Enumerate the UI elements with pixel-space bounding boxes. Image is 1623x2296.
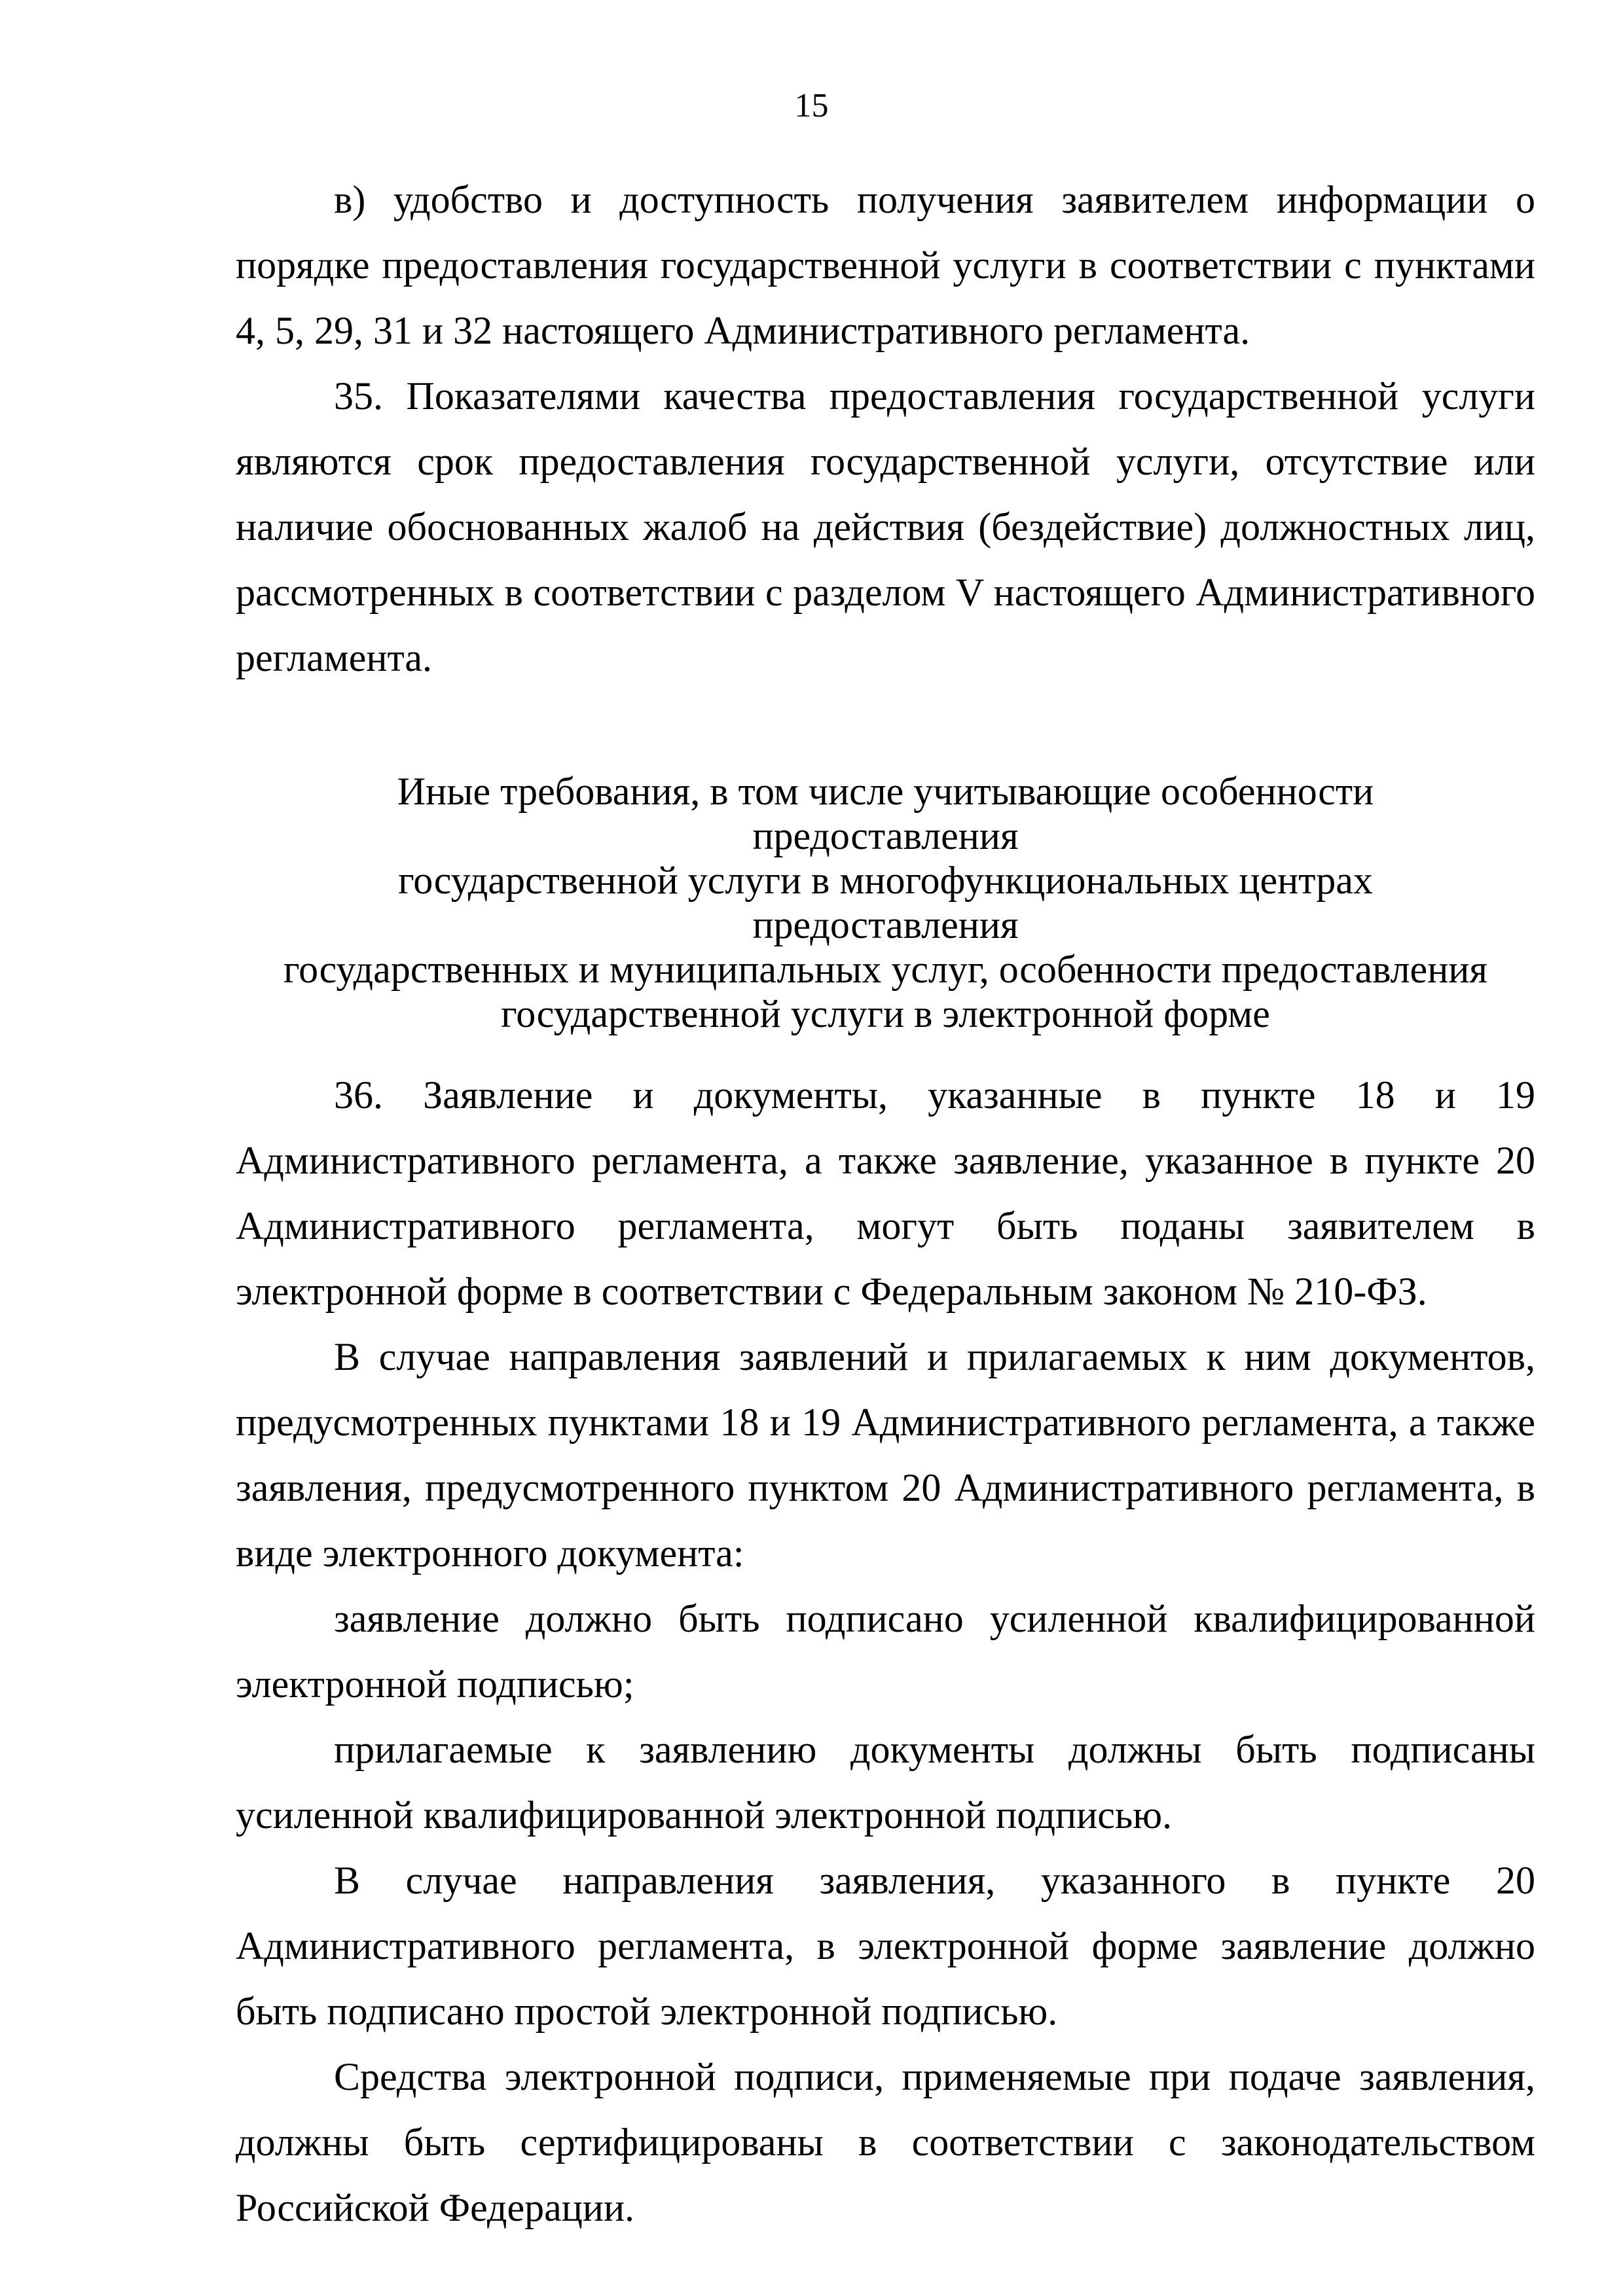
paragraph-35: 35. Показателями качества предоставления государственной услуги являются срок предоставления государственной услуги, отсутствие или наличие обоснованных жалоб на действия (бездействие) должностных лиц, рассмотренных в соответствии с разделом V настоящего Административного регламента. [236,374,1535,679]
paragraph-36: 36. Заявление и документы, указанные в пункте 18 и 19 Административного регламента, а также заявление, указанное в пункте 20 Административного регламента, могут быть поданы заявителем в электронной форме в соответствии с Федеральным законом № 210-ФЗ. [236,1073,1535,1313]
section-heading-line: государственных и муниципальных услуг, особенности предоставления [283,948,1488,991]
document-body [236,167,1535,2240]
section-heading [262,769,1509,1036]
paragraph-electronic-document: В случае направления заявлений и прилагаемых к ним документов, предусмотренных пунктами 18 и 19 Административного регламента, а также заявления, предусмотренного пунктом 20 Административного регламента, в виде электронного документа: [236,1335,1535,1575]
page-number: 15 [794,87,829,124]
paragraph-certification: Средства электронной подписи, применяемые при подаче заявления, должны быть сертифицированы в соответствии с законодательством Российской Федерации. [236,2055,1535,2229]
section-heading-line: государственной услуги в электронной форме [501,992,1270,1035]
paragraph-simple-signature: В случае направления заявления, указанного в пункте 20 Административного регламента, в электронной форме заявление должно быть подписано простой электронной подписью. [236,1859,1535,2033]
paragraph-attachments-signature: прилагаемые к заявлению документы должны быть подписаны усиленной квалифицированной электронной подписью. [236,1728,1535,1837]
paragraph-item-v: в) удобство и доступность получения заявителем информации о порядке предоставления государственной услуги в соответствии с пунктами 4, 5, 29, 31 и 32 настоящего Административного регламента. [236,178,1535,352]
paragraph-application-signature: заявление должно быть подписано усиленной квалифицированной электронной подписью; [236,1597,1535,1706]
section-heading-line: Иные требования, в том числе учитывающие особенности предоставления [397,770,1374,857]
section-heading-line: государственной услуги в многофункциональных центрах предоставления [398,859,1373,946]
